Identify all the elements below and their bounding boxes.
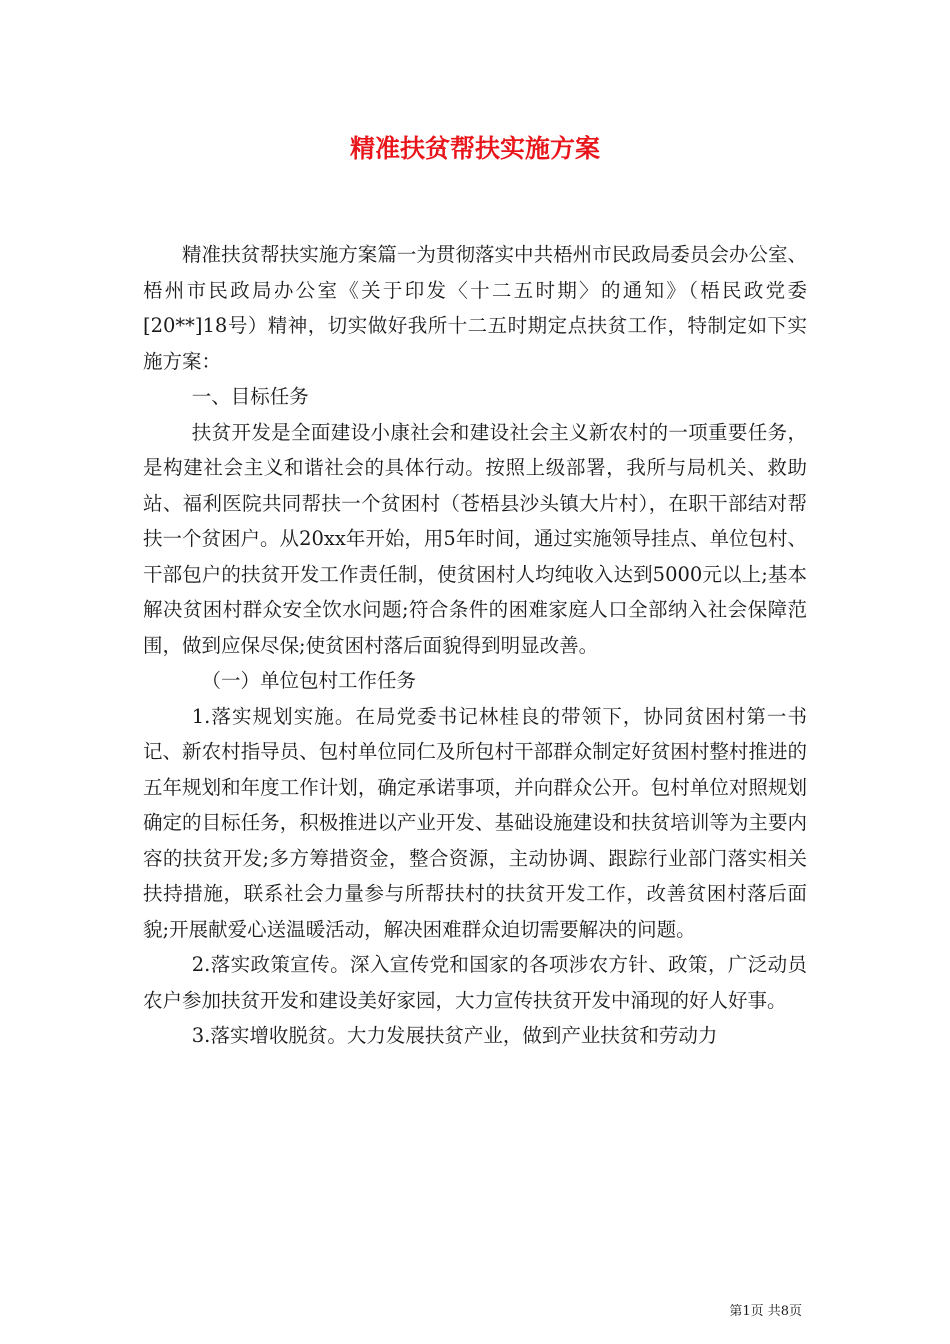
subsection-heading-unit-tasks: （一）单位包村工作任务 [201, 669, 417, 692]
goals-paragraph: 扶贫开发是全面建设小康社会和建设社会主义新农村的一项重要任务，是构建社会主义和谐社会的具体行动。按照上级部署，我所与局机关、救助站、福利医院共同帮扶一个贫困村（苍梧县沙头镇大片村），在职干部结对帮扶一个贫困户。从20xx年开始，用5年时间，通过实施领导挂点、单位包村、干部包户的扶贫开发工作责任制，使贫困村人均纯收入达到5000元以上;基本解决贫困村群众安全饮水问题;符合条件的困难家庭人口全部纳入社会保障范围，做到应保尽保;使贫困村落后面貌得到明显改善。 [143, 420, 807, 657]
section-heading-goals: 一、目标任务 [191, 385, 309, 408]
intro-paragraph: 精准扶贫帮扶实施方案篇一为贯彻落实中共梧州市民政局委员会办公室、梧州市民政局办公室《关于印发〈十二五时期〉的通知》（梧民政党委[20**]18号）精神，切实做好我所十二五时期定点扶贫工作，特制定如下实施方案： [143, 243, 807, 373]
item-planning-paragraph: 1.落实规划实施。在局党委书记林桂良的带领下，协同贫困村第一书记、新农村指导员、包村单位同仁及所包村干部群众制定好贫困村整村推进的五年规划和年度工作计划，确定承诺事项，并向群众公开。包村单位对照规划确定的目标任务，积极推进以产业开发、基础设施建设和扶贫培训等为主要内容的扶贫开发;多方筹措资金，整合资源，主动协调、跟踪行业部门落实相关扶持措施，联系社会力量参与所帮扶村的扶贫开发工作，改善贫困村落后面貌;开展献爱心送温暖活动，解决困难群众迫切需要解决的问题。 [143, 704, 807, 941]
item-income-paragraph: 3.落实增收脱贫。大力发展扶贫产业，做到产业扶贫和劳动力 [191, 1024, 718, 1047]
page-footer: 第1页 共8页 [729, 1304, 802, 1319]
item-policy-paragraph: 2.落实政策宣传。深入宣传党和国家的各项涉农方针、政策，广泛动员农户参加扶贫开发和建设美好家园，大力宣传扶贫开发中涌现的好人好事。 [143, 953, 807, 1012]
document-body [143, 237, 807, 1054]
page-title: 精准扶贫帮扶实施方案 [349, 134, 600, 163]
